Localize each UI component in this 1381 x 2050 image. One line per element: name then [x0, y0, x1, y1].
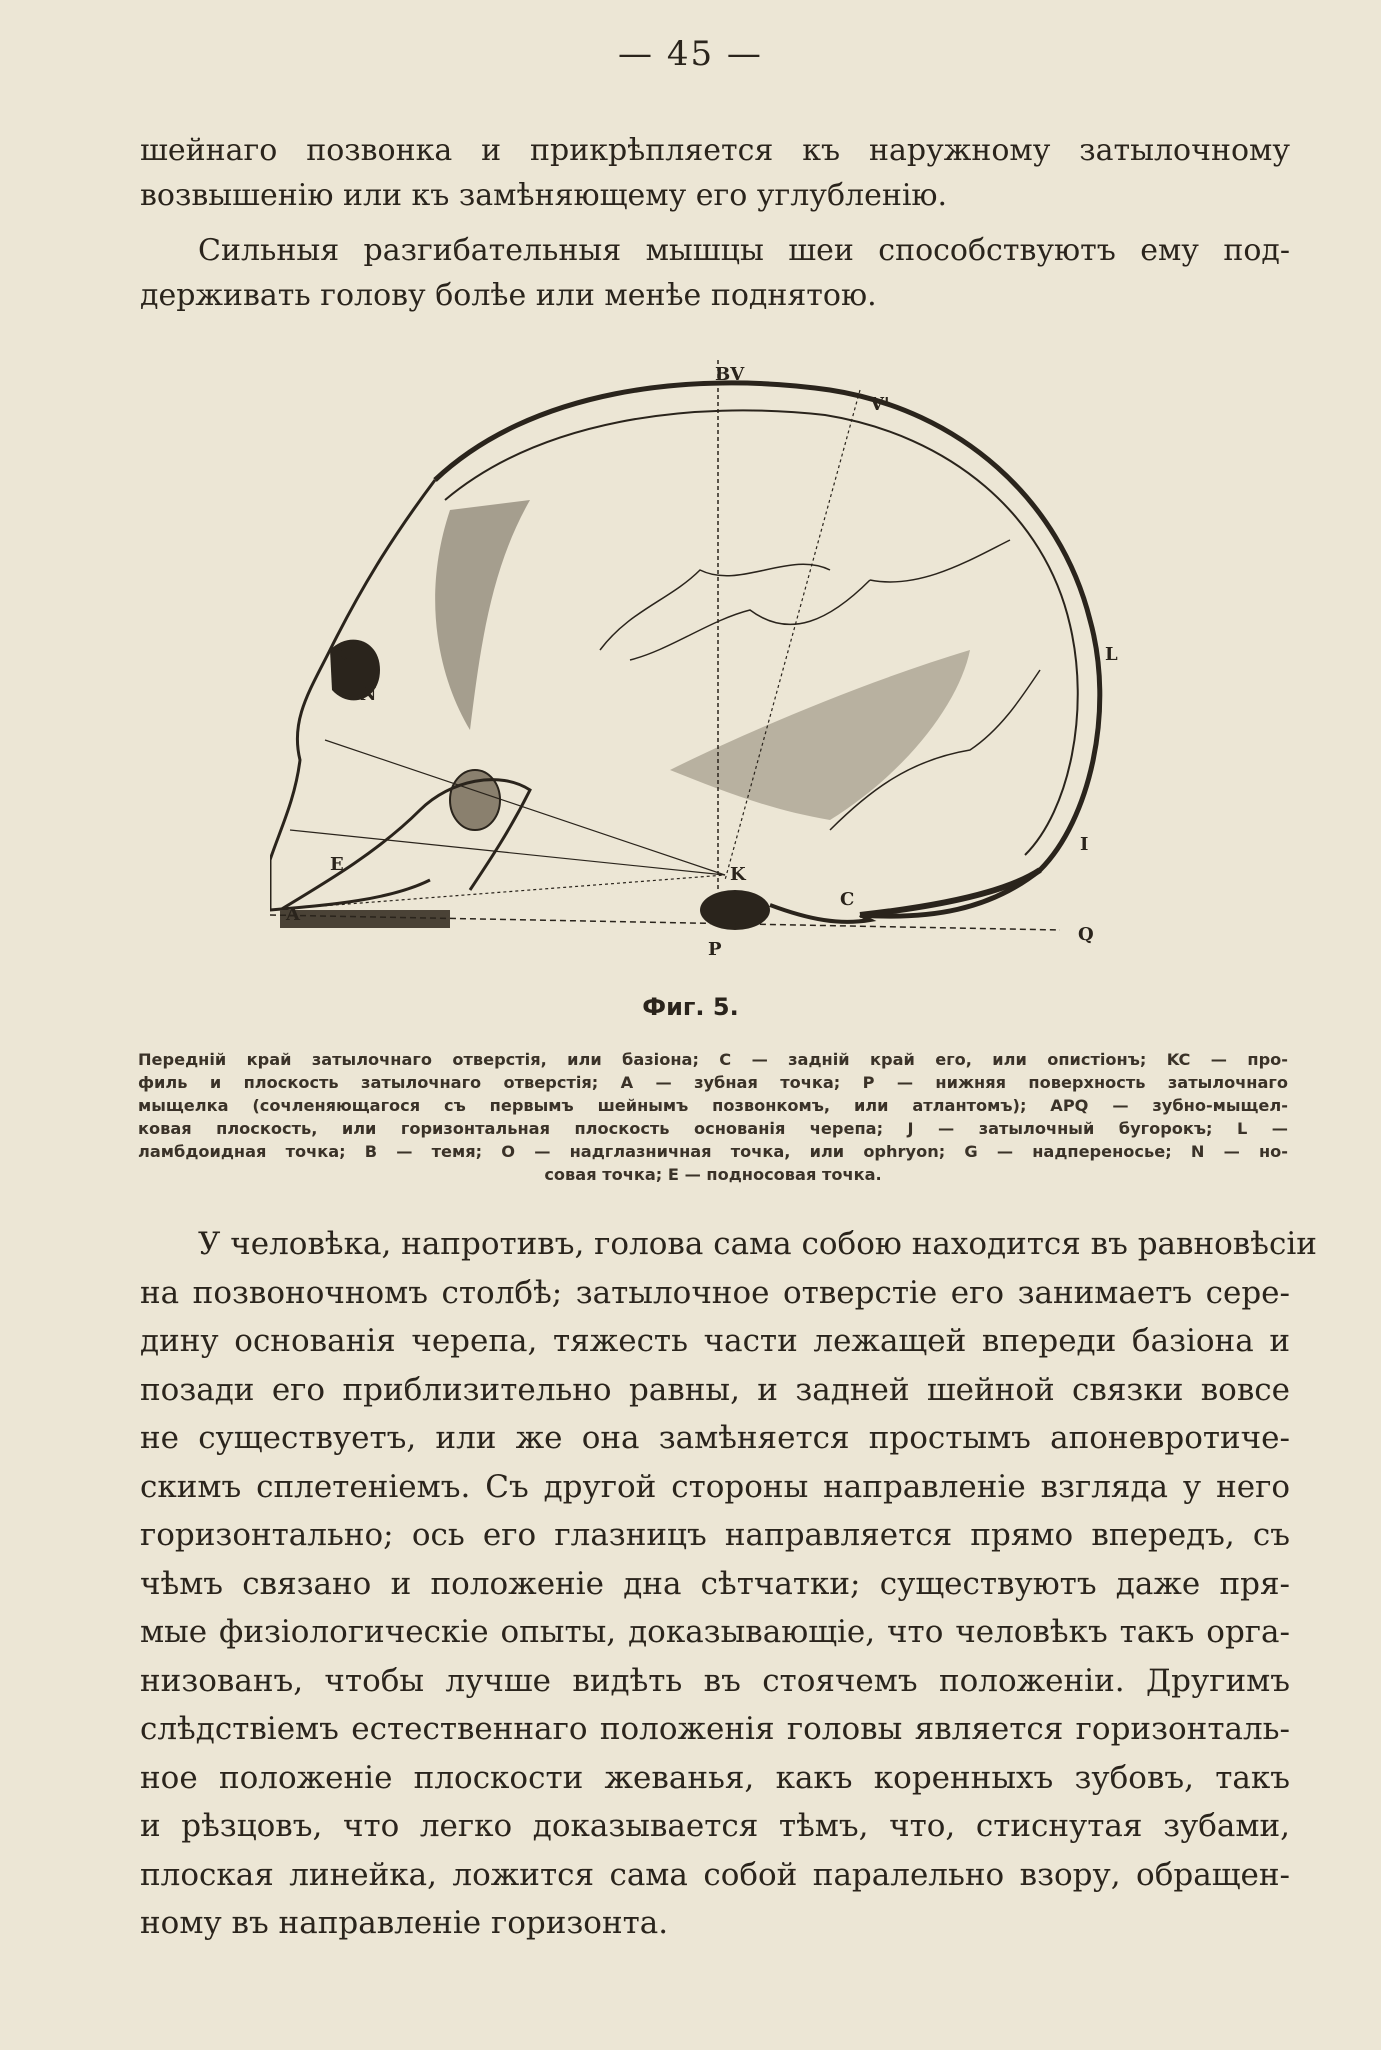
skull-shading	[670, 650, 970, 820]
text-line: позади его приблизительно равны, и задней шейной связки вовсе	[140, 1371, 1290, 1408]
page-number: — 45 —	[618, 34, 763, 74]
caption-line: ламбдоидная точка; B — темя; O — надглазничная точка, или ophryon; G — надпереносье; N — но-	[138, 1142, 1288, 1161]
label-c: C	[840, 889, 855, 910]
text-line: не существуетъ, или же она замѣняется простымъ апоневротиче-	[140, 1420, 1290, 1456]
skull-suture	[600, 564, 830, 650]
text-line: дину основанія черепа, тяжесть части лежащей впереди базіона и	[140, 1323, 1290, 1359]
text-line: держивать голову болѣе или менѣе поднятою.	[140, 278, 877, 313]
skull-suture	[870, 540, 1010, 582]
skull-vault-outline	[435, 383, 1100, 916]
text-line: ное положеніе плоскости жеванья, какъ коренныхъ зубовъ, такъ	[140, 1759, 1290, 1796]
label-bv: BV	[715, 364, 745, 385]
paragraph-2	[140, 228, 1290, 318]
text-line: скимъ сплетеніемъ. Съ другой стороны направленіе взгляда у него	[140, 1468, 1290, 1505]
caption-line: Передній край затылочнаго отверстія, или базіона; C — задній край его, или опистіонъ; KC — про-	[138, 1050, 1288, 1069]
label-q: Q	[1078, 924, 1094, 945]
label-k: K	[730, 864, 746, 885]
skull-figure	[270, 350, 1130, 970]
text-line: горизонтально; ось его глазницъ направляется прямо впередъ, съ	[140, 1517, 1290, 1553]
text-line: и рѣзцовъ, что легко доказывается тѣмъ, что, стиснутая зубами,	[140, 1808, 1290, 1844]
text-line: ному въ направленіе горизонта.	[140, 1905, 669, 1941]
caption-line: совая точка; E — подносовая точка.	[544, 1165, 882, 1184]
skull-shading	[435, 500, 530, 730]
label-e: E	[330, 854, 344, 875]
label-n: N	[360, 684, 377, 705]
figure-caption	[138, 1048, 1288, 1186]
paragraph-1	[140, 128, 1290, 218]
skull-teeth	[280, 910, 450, 928]
label-a: A	[286, 904, 300, 925]
text-line: плоская линейка, ложится сама собой паралельно взору, обращен-	[140, 1856, 1290, 1893]
text-line: мые физіологическіе опыты, доказывающіе, что человѣкъ такъ орга-	[140, 1614, 1290, 1650]
text-line: Сильныя разгибательныя мышцы шеи способствуютъ ему под-	[198, 233, 1290, 268]
text-line: на позвоночномъ столбѣ; затылочное отверстіе его занимаетъ сере-	[140, 1274, 1290, 1311]
text-line: возвышенію или къ замѣняющему его углубленію.	[140, 178, 948, 213]
text-line: слѣдствіемъ естественнаго положенія головы является горизонталь-	[140, 1711, 1290, 1747]
skull-illustration	[270, 350, 1130, 970]
text-line: У человѣка, напротивъ, голова сама собою находится въ равновѣсіи	[198, 1226, 1317, 1262]
caption-line: филь и плоскость затылочнаго отверстія; A — зубная точка; P — нижняя поверхность затылочнаго	[138, 1073, 1288, 1092]
text-line: шейнаго позвонка и прикрѣпляется къ наружному затылочному	[140, 133, 1290, 168]
label-i: I	[1080, 834, 1089, 855]
line-a-k	[270, 875, 725, 910]
skull-occipital-base	[770, 905, 870, 922]
label-l: L	[1105, 644, 1118, 665]
label-p: P	[708, 939, 722, 960]
figure-title: Фиг. 5.	[642, 993, 739, 1021]
caption-line: мыщелка (сочленяющагося съ первымъ шейнымъ позвонкомъ, или атлантомъ); APQ — зубно-мыщел-	[138, 1096, 1288, 1115]
skull-occipital-edge	[860, 870, 1040, 915]
caption-line: ковая плоскость, или горизонтальная плоскость основанія черепа; J — затылочный бугорокъ; L —	[138, 1119, 1288, 1138]
label-g: G	[340, 644, 356, 665]
text-line: низованъ, чтобы лучше видѣть въ стоячемъ положеніи. Другимъ	[140, 1662, 1290, 1699]
label-v: V'	[870, 394, 890, 415]
text-line: чѣмъ связано и положеніе дна сѣтчатки; существуютъ даже пря-	[140, 1565, 1290, 1602]
skull-suture	[630, 580, 870, 660]
paragraph-3	[140, 1220, 1317, 1948]
